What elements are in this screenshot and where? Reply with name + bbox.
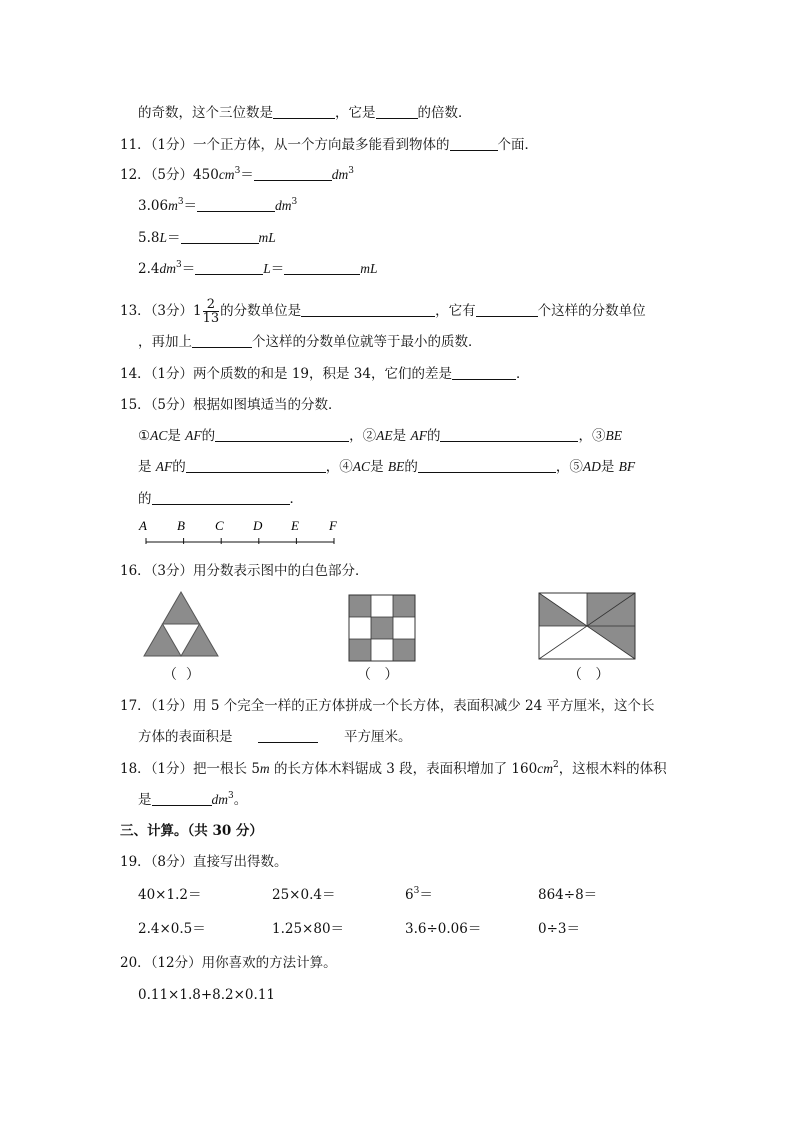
question-12-c: 5.8L＝ mL: [138, 230, 276, 246]
answer-parens[interactable]: （ ）: [357, 667, 399, 683]
answer-blank[interactable]: [181, 230, 259, 244]
question-15-line3: 的 ．: [138, 491, 303, 507]
calc-expression: 0.11×1.8+8.2×0.11: [138, 987, 275, 1003]
answer-blank[interactable]: [197, 198, 275, 212]
point-label: A: [139, 518, 147, 533]
question-13-cont: ，再加上 个这样的分数单位就等于最小的质数．: [138, 334, 482, 350]
question-12: 12．（5分）$450cm^3= dm^3$: [120, 166, 355, 183]
answer-blank[interactable]: [273, 105, 335, 119]
answer-blank[interactable]: [284, 261, 360, 275]
point-label: F: [329, 518, 337, 533]
calc-item: 1.25×80＝: [272, 921, 345, 937]
calc-item: 25×0.4＝: [272, 887, 336, 903]
answer-blank[interactable]: [152, 792, 212, 806]
question-19: 19．（8分）直接写出得数。: [120, 854, 288, 870]
calc-item: 2.4×0.5＝: [138, 921, 206, 937]
question-16: 16．（3分）用分数表示图中的白色部分．: [120, 563, 369, 579]
question-15-line2: 是 AF的 ，④AC是 BE的 ，⑤AD是 BF: [138, 459, 636, 475]
point-label: D: [253, 518, 263, 533]
question-12-d: $2.4dm^3= L=$ mL: [138, 260, 378, 277]
point-label: E: [291, 518, 299, 533]
question-18: 18．（1分）把一根长 5m 的长方体木料锯成 3 段，表面积增加了 $160cm^2$，这根木料的体积: [120, 760, 667, 777]
calc-item: $6^3=$: [405, 886, 433, 903]
answer-blank[interactable]: [258, 729, 318, 743]
calc-item: 864÷8＝: [538, 887, 598, 903]
answer-blank[interactable]: [254, 167, 332, 181]
point-label: B: [177, 518, 185, 533]
mixed-fraction: $\frac{2}{13}$: [202, 297, 220, 326]
q10-continuation: 的奇数，这个三位数是 ，它是 的倍数．: [138, 105, 472, 121]
question-13: 13．（3分）1 $\frac{2}{13}$ 的分数单位是 ，它有 个这样的分数单位: [120, 297, 646, 326]
calc-item: 3.6÷0.06＝: [405, 921, 482, 937]
question-18-cont: 是 $dm^3$。: [138, 791, 248, 808]
answer-blank[interactable]: [452, 366, 516, 380]
triangle-figure: [142, 590, 220, 658]
segment-diagram: [136, 514, 346, 550]
question-11: 11．（1分）一个正方体，从一个方向最多能看到物体的 个面．: [120, 137, 539, 153]
answer-blank[interactable]: [376, 105, 418, 119]
question-15: 15．（5分）根据如图填适当的分数．: [120, 397, 342, 413]
answer-parens[interactable]: （ ）: [568, 667, 610, 683]
answer-blank[interactable]: [476, 303, 538, 317]
answer-blank[interactable]: [440, 428, 578, 442]
answer-blank[interactable]: [195, 261, 263, 275]
answer-blank[interactable]: [418, 459, 556, 473]
section-title: 三、计算。（共 30 分）: [120, 823, 263, 839]
calc-item: 0÷3＝: [538, 921, 580, 937]
point-label: C: [215, 518, 224, 533]
answer-blank[interactable]: [450, 137, 498, 151]
question-15-line1: ①AC是 AF的 ，②AE是 AF的 ，③BE: [138, 428, 622, 444]
answer-blank[interactable]: [152, 491, 290, 505]
question-17: 17．（1分）用 5 个完全一样的正方体拼成一个长方体，表面积减少 24 平方厘米，这个长: [120, 698, 655, 714]
answer-blank[interactable]: [186, 459, 326, 473]
answer-parens[interactable]: （ ）: [163, 667, 200, 683]
calc-item: 40×1.2＝: [138, 887, 202, 903]
question-17-cont: 方体的表面积是 平方厘米。: [138, 729, 412, 745]
answer-blank[interactable]: [192, 334, 252, 348]
grid-figure: [348, 594, 416, 662]
question-14: 14．（1分）两个质数的和是 19，积是 34，它们的差是 ．: [120, 366, 530, 382]
answer-blank[interactable]: [215, 428, 349, 442]
question-20: 20．（12分）用你喜欢的方法计算。: [120, 955, 337, 971]
answer-blank[interactable]: [301, 303, 435, 317]
rectangle-figure: [538, 592, 636, 660]
question-12-b: $3.06m^3= dm^3$: [138, 197, 298, 214]
